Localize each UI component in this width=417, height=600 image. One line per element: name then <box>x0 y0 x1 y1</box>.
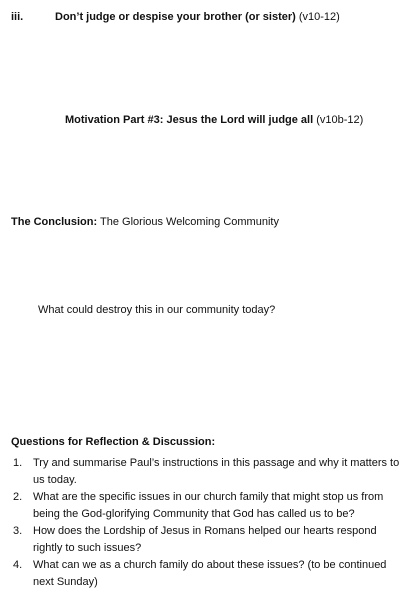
conclusion-text: The Glorious Welcoming Community <box>100 216 279 228</box>
section-number: iii. <box>11 11 24 23</box>
list-item <box>0 489 417 523</box>
list-item-text: What are the specific issues in our church family that might stop us from being the God-glorifying Community that God has called us to be? <box>33 491 384 520</box>
discussion-question: What could destroy this in our community today? <box>38 304 276 316</box>
motivation-title: Motivation Part #3: Jesus the Lord will judge all <box>65 114 314 126</box>
list-item <box>0 523 417 557</box>
motivation-heading <box>65 113 363 127</box>
list-item <box>0 455 417 489</box>
conclusion-label: The Conclusion: <box>11 216 98 228</box>
reflection-title: Questions for Reflection & Discussion: <box>11 436 216 448</box>
motivation-ref: (v10b-12) <box>316 114 364 126</box>
section-ref: (v10-12) <box>298 11 340 23</box>
section-heading <box>55 10 340 24</box>
list-item-number: 1. <box>13 457 23 469</box>
section-title: Don’t judge or despise your brother (or sister) <box>55 11 296 23</box>
list-item-text: What can we as a church family do about these issues? (to be continued next Sunday) <box>33 559 387 588</box>
reflection-list <box>0 455 417 591</box>
conclusion-line <box>11 215 279 229</box>
list-item-text: Try and summarise Paul’s instructions in this passage and why it matters to us today. <box>33 457 400 486</box>
list-item-number: 2. <box>13 491 23 503</box>
list-item-number: 3. <box>13 525 23 537</box>
list-item-number: 4. <box>13 559 23 571</box>
list-item-text: How does the Lordship of Jesus in Romans helped our hearts respond rightly to such issues? <box>33 525 377 554</box>
list-item <box>0 557 417 591</box>
